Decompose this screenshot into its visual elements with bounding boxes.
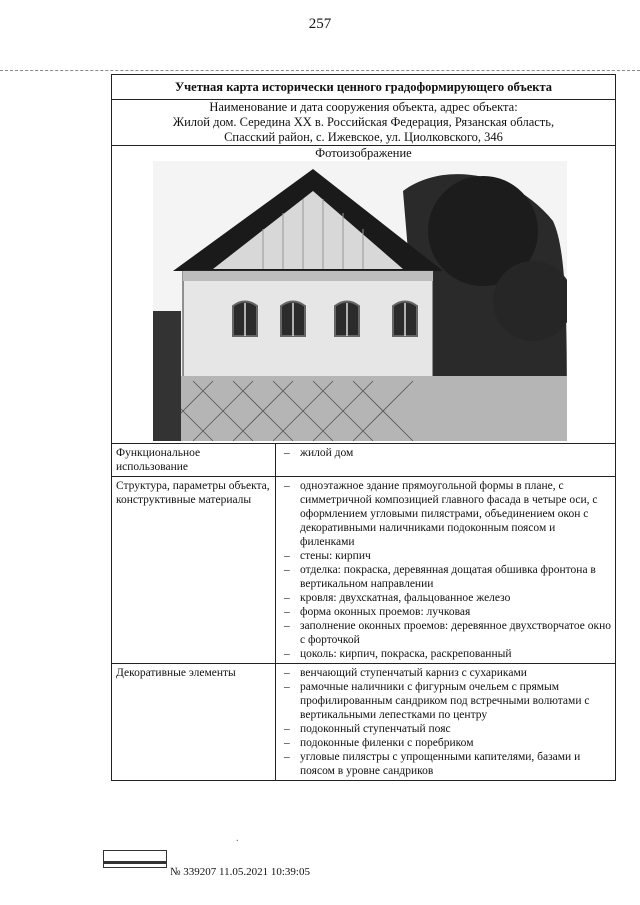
list-item: – одноэтажное здание прямоугольной формы в плане, с симметричной композицией главного фасада в четыре оси, с оформлением угловыми пилястрами, объединением окон с декоративными наличниками подоконным поясом и филенками — [282, 479, 611, 549]
list-item: – стены: кирпич — [282, 549, 611, 563]
object-name-cell — [112, 100, 616, 146]
object-name-line: Наименование и дата сооружения объекта, адрес объекта: — [209, 100, 518, 114]
row-value-function — [276, 444, 616, 477]
house-photo — [153, 161, 567, 441]
registry-logo-icon — [103, 850, 167, 868]
document-stamp: № 339207 11.05.2021 10:39:05 — [170, 866, 310, 878]
top-divider — [0, 70, 640, 71]
photo-cell — [112, 146, 616, 444]
registration-card — [111, 74, 616, 781]
list-item: – подоконные филенки с поребриком — [282, 736, 611, 750]
row-label-structure: Структура, параметры объекта, конструктивные материалы — [112, 477, 276, 664]
row-label-function: Функциональное использование — [112, 444, 276, 477]
list-item: – венчающий ступенчатый карниз с сухариками — [282, 666, 611, 680]
list-item: – рамочные наличники с фигурным очельем с прямым профилированным сандриком под встречными волютами с вертикальными лепестками по центру — [282, 680, 611, 722]
row-value-structure — [276, 477, 616, 664]
list-item: – жилой дом — [282, 446, 611, 460]
margin-mark: . — [236, 833, 239, 844]
list-item: – заполнение оконных проемов: деревянное двухстворчатое окно с форточкой — [282, 619, 611, 647]
list-item: – угловые пилястры с упрощенными капителями, базами и поясом в уровне сандриков — [282, 750, 611, 778]
list-item: – кровля: двухскатная, фальцованное железо — [282, 591, 611, 605]
list-item: – отделка: покраска, деревянная дощатая обшивка фронтона в вертикальном направлении — [282, 563, 611, 591]
row-value-decor — [276, 664, 616, 781]
object-name-line: Спасский район, с. Ижевское, ул. Циолковского, 346 — [224, 130, 503, 144]
card-title: Учетная карта исторически ценного градоформирующего объекта — [112, 75, 616, 100]
object-name-line: Жилой дом. Середина XX в. Российская Федерация, Рязанская область, — [172, 115, 555, 129]
photo-frame — [112, 161, 615, 443]
photo-label: Фотоизображение — [315, 146, 412, 160]
list-item: – цоколь: кирпич, покраска, раскрепованный — [282, 647, 611, 661]
page-number: 257 — [308, 16, 332, 32]
list-item: – форма оконных проемов: лучковая — [282, 605, 611, 619]
list-item: – подоконный ступенчатый пояс — [282, 722, 611, 736]
row-label-decor: Декоративные элементы — [112, 664, 276, 781]
